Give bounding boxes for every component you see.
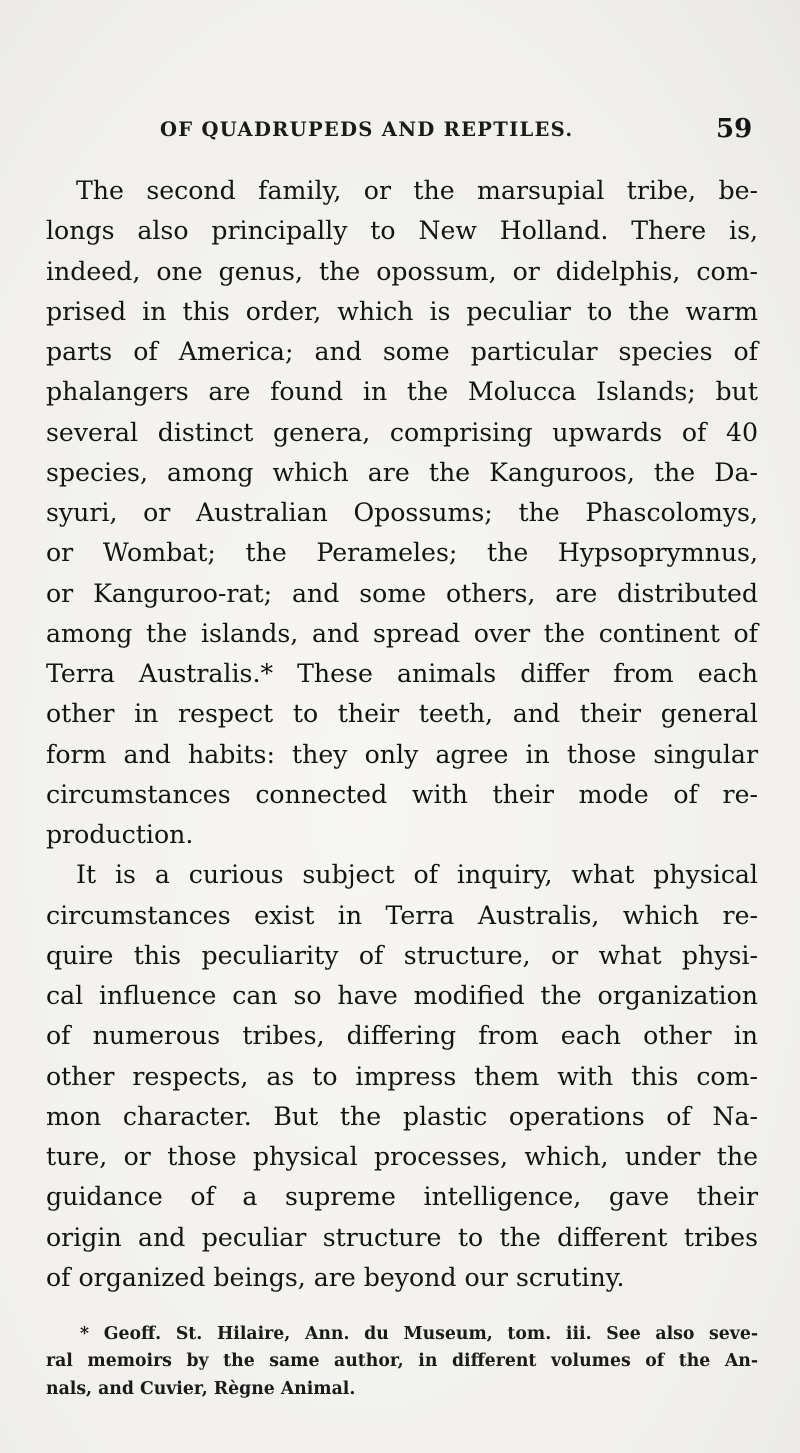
text-line: indeed, one genus, the opossum, or didelphis, com- xyxy=(46,256,758,286)
text-line: It is a curious subject of inquiry, what physical xyxy=(76,860,758,890)
footnote-line: nals, and Cuvier, Règne Animal. xyxy=(46,1378,356,1399)
text-line: circumstances exist in Terra Australis, which re- xyxy=(46,900,758,930)
text-line: quire this peculiarity of structure, or what physi- xyxy=(46,940,758,970)
text-line: syuri, or Australian Opossums; the Phascolomys, xyxy=(46,498,758,527)
text-line: other respects, as to impress them with this com- xyxy=(46,1061,758,1091)
running-title: OF QUADRUPEDS AND REPTILES. xyxy=(160,118,574,141)
footnote-line: ral memoirs by the same author, in different volumes of the An- xyxy=(46,1351,758,1372)
footnote-line: * Geoff. St. Hilaire, Ann. du Museum, tom. iii. See also seve- xyxy=(80,1324,758,1344)
text-line: several distinct genera, comprising upwards of 40 xyxy=(46,417,758,447)
running-header xyxy=(0,114,800,148)
text-line: species, among which are the Kanguroos, the Da- xyxy=(46,457,758,487)
text-line: guidance of a supreme intelligence, gave their xyxy=(46,1182,758,1212)
page-number: 59 xyxy=(716,114,753,144)
text-line: longs also principally to New Holland. There is, xyxy=(46,216,758,246)
text-line: circumstances connected with their mode of re- xyxy=(46,779,758,809)
text-line: other in respect to their teeth, and their general xyxy=(46,699,758,729)
text-line: of organized beings, are beyond our scrutiny. xyxy=(46,1262,625,1292)
text-line: Terra Australis.* These animals differ from each xyxy=(46,659,758,688)
body-text xyxy=(46,171,758,1298)
text-line: among the islands, and spread over the continent of xyxy=(46,618,758,648)
text-line: ture, or those physical processes, which, under the xyxy=(46,1142,758,1171)
text-line: parts of America; and some particular species of xyxy=(46,337,758,366)
text-line: form and habits: they only agree in those singular xyxy=(46,739,758,769)
text-line: origin and peculiar structure to the different tribes xyxy=(46,1222,758,1252)
text-line: prised in this order, which is peculiar to the warm xyxy=(46,296,758,326)
text-line: mon character. But the plastic operations of Na- xyxy=(46,1101,758,1131)
text-line: or Wombat; the Perameles; the Hypsoprymnus, xyxy=(46,538,758,568)
text-line: of numerous tribes, differing from each other in xyxy=(46,1021,758,1051)
text-line: cal influence can so have modified the organization xyxy=(46,981,758,1010)
text-line: The second family, or the marsupial tribe, be- xyxy=(76,176,758,205)
text-line: production. xyxy=(46,820,194,849)
text-line: phalangers are found in the Molucca Islands; but xyxy=(46,377,758,407)
text-line: or Kanguroo-rat; and some others, are distributed xyxy=(46,578,758,608)
footnote xyxy=(46,1321,758,1403)
